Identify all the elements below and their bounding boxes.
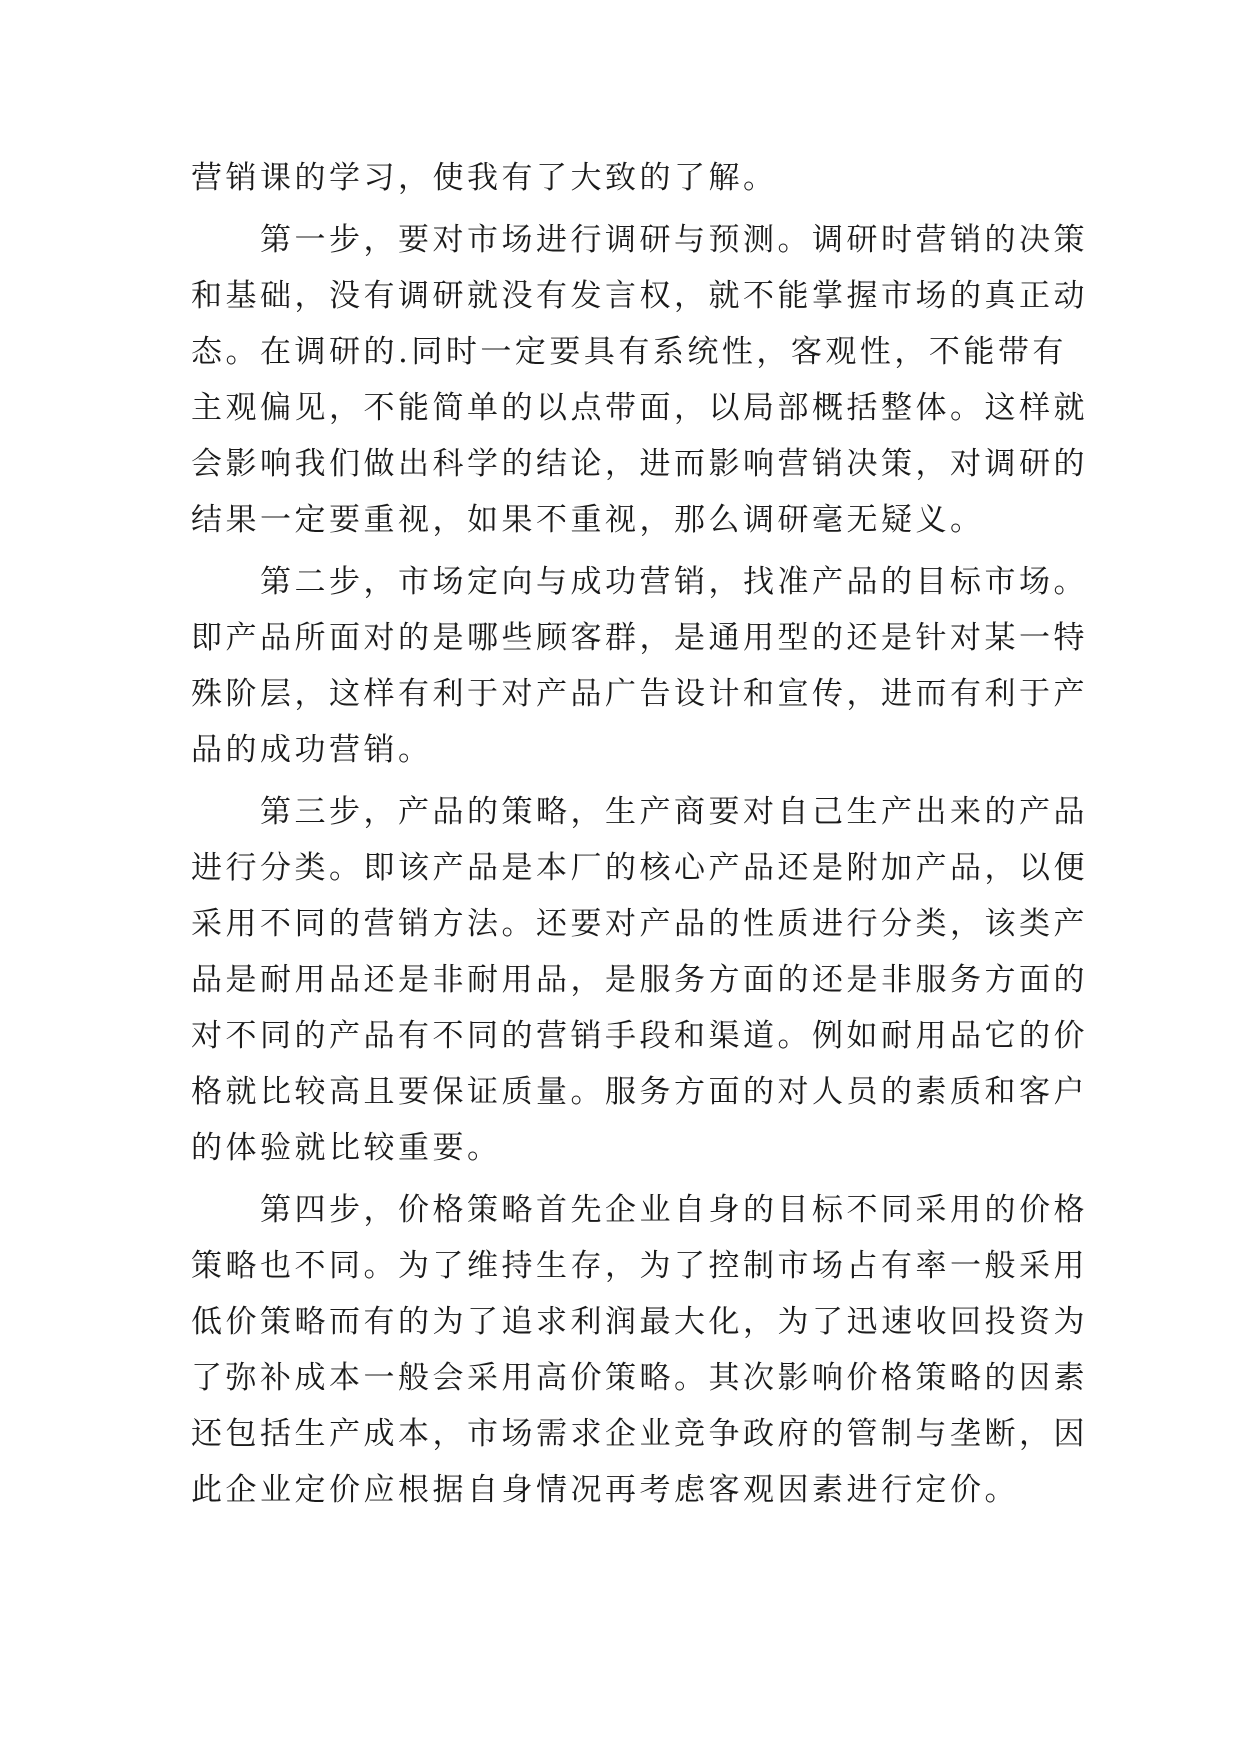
text-line: 低价策略而有的为了追求利润最大化，为了迅速收回投资为: [191, 1304, 1088, 1340]
paragraph-5: [191, 1182, 1088, 1518]
text-line: 态。在调研的.同时一定要具有系统性，客观性，不能带有: [191, 334, 1067, 370]
paragraph-1: [191, 150, 1061, 206]
text-line: 殊阶层，这样有利于对产品广告设计和宣传，进而有利于产: [191, 676, 1088, 712]
paragraph-4: [191, 784, 1088, 1176]
text-line: 主观偏见，不能简单的以点带面，以局部概括整体。这样就: [191, 390, 1088, 426]
paragraph-3: [191, 554, 1088, 778]
text-line: 营销课的学习，使我有了大致的了解。: [191, 160, 778, 196]
paragraph-2: [191, 212, 1088, 548]
text-line: 格就比较高且要保证质量。服务方面的对人员的素质和客户: [191, 1074, 1088, 1110]
text-line: 结果一定要重视，如果不重视，那么调研毫无疑义。: [191, 502, 985, 538]
text-line: 还包括生产成本，市场需求企业竞争政府的管制与垄断，因: [191, 1416, 1088, 1452]
text-line: 第四步，价格策略首先企业自身的目标不同采用的价格: [260, 1192, 1088, 1228]
text-line: 品是耐用品还是非耐用品，是服务方面的还是非服务方面的: [191, 962, 1088, 998]
text-line: 采用不同的营销方法。还要对产品的性质进行分类，该类产: [191, 906, 1088, 942]
text-line: 了弥补成本一般会采用高价策略。其次影响价格策略的因素: [191, 1360, 1088, 1396]
text-line: 即产品所面对的是哪些顾客群，是通用型的还是针对某一特: [191, 620, 1088, 656]
text-line: 策略也不同。为了维持生存，为了控制市场占有率一般采用: [191, 1248, 1088, 1284]
text-line: 品的成功营销。: [191, 732, 433, 768]
text-line: 的体验就比较重要。: [191, 1130, 502, 1166]
text-line: 第一步，要对市场进行调研与预测。调研时营销的决策: [260, 222, 1088, 258]
document-body: [191, 150, 1088, 1518]
text-line: 对不同的产品有不同的营销手段和渠道。例如耐用品它的价: [191, 1018, 1088, 1054]
text-line: 此企业定价应根据自身情况再考虑客观因素进行定价。: [191, 1472, 1019, 1508]
text-line: 进行分类。即该产品是本厂的核心产品还是附加产品，以便: [191, 850, 1088, 886]
text-line: 第二步，市场定向与成功营销，找准产品的目标市场。: [260, 564, 1088, 600]
text-line: 会影响我们做出科学的结论，进而影响营销决策，对调研的: [191, 446, 1088, 482]
text-line: 和基础，没有调研就没有发言权，就不能掌握市场的真正动: [191, 278, 1088, 314]
text-line: 第三步，产品的策略，生产商要对自己生产出来的产品: [260, 794, 1088, 830]
